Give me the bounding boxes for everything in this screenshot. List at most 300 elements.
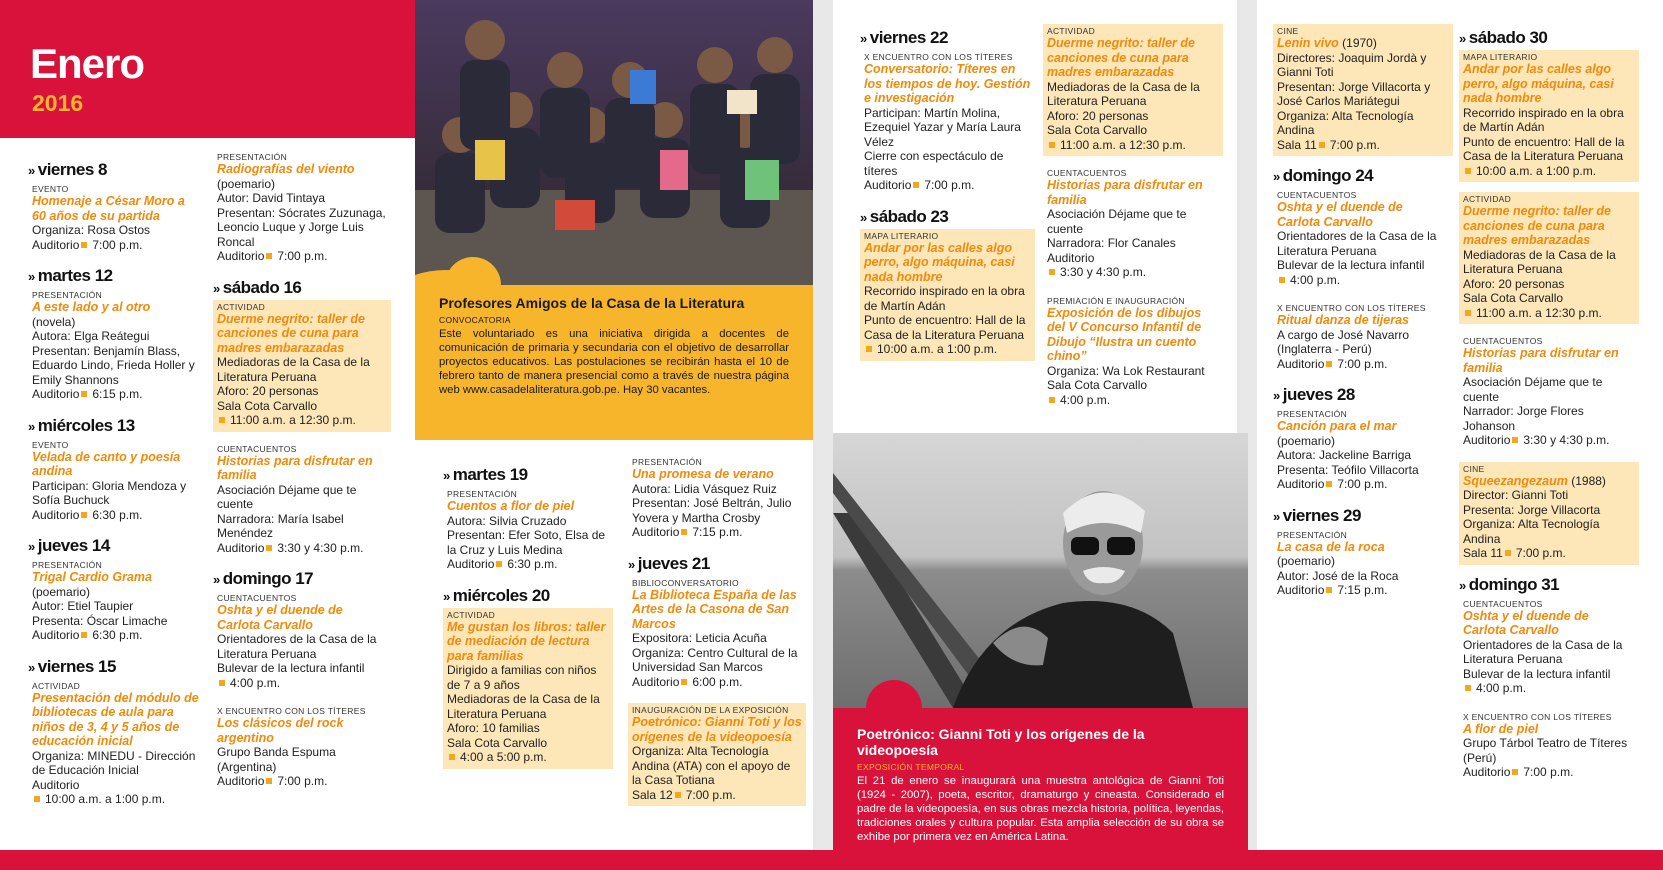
event-time: 11:00 a.m. a 12:30 p.m. [1047, 138, 1186, 152]
event-detail: Presenta: Teófilo Villacorta [1277, 462, 1419, 477]
events-column-7 [1273, 24, 1453, 612]
event-time: 6:15 p.m. [79, 387, 142, 401]
event-item [1043, 166, 1223, 284]
event-detail: Presentan: Efer Soto, Elsa de la Cruz y Luis Medina [447, 528, 606, 557]
event-venue: Auditorio [1463, 433, 1511, 447]
portrait-illustration [833, 433, 1248, 708]
feature-title: Poetrónico: Gianni Toti y los orígenes de la videopoesía [857, 726, 1145, 758]
event-item [28, 558, 203, 647]
event-item [213, 300, 391, 432]
event-item [1273, 301, 1453, 375]
event-title-row [1463, 62, 1635, 106]
events-column-6 [1043, 24, 1223, 421]
event-time: 7:00 p.m. [1324, 357, 1387, 371]
day-label: miércoles 20 [452, 585, 550, 605]
event-title-row [1463, 204, 1635, 248]
event-time: 7:00 p.m. [1510, 765, 1573, 779]
event-item [628, 576, 806, 694]
event-detail: Presenta: Óscar Limache [32, 613, 168, 628]
event-title-row [32, 570, 199, 585]
event-title-row [217, 454, 387, 483]
event-detail: Orientadores de la Casa de la Literatura Peruana [1463, 637, 1623, 666]
event-category: CINE [1463, 463, 1485, 474]
event-item [1273, 188, 1453, 291]
event-venue: Auditorio [864, 178, 912, 192]
event-detail: Mediadoras de la Casa de la Literatura Peruana [1047, 79, 1200, 108]
event-category: PRESENTACIÓN [1277, 529, 1348, 540]
chevron-icon: » [1459, 577, 1466, 593]
event-detail: (poemario) [217, 176, 276, 191]
event-category: ACTIVIDAD [1463, 194, 1512, 204]
event-title-row [32, 300, 199, 315]
event-time: 7:00 p.m. [79, 238, 142, 252]
event-detail: Narradora: Flor Canales [1047, 236, 1176, 250]
day-heading [860, 28, 1035, 48]
event-category: INAUGURACIÓN DE LA EXPOSICIÓN [632, 705, 789, 715]
event-detail: Narradora: María Isabel Menéndez [217, 511, 344, 540]
event-item [628, 703, 806, 806]
event-title-row [217, 716, 387, 745]
event-item [1043, 294, 1223, 412]
year-label: 2016 [32, 90, 84, 116]
event-detail: Recorrido inspirado en la obra de Martín Adán [864, 284, 1025, 313]
event-venue-time [217, 541, 387, 556]
event-venue: Sala 11 [1463, 546, 1503, 560]
event-title: Cuentos a flor de piel [447, 499, 575, 513]
event-time: 7:00 p.m. [673, 788, 736, 802]
event-title: A flor de piel [1463, 721, 1539, 736]
event-item [28, 182, 203, 256]
event-time: 3:30 y 4:30 p.m. [264, 541, 363, 555]
event-detail: Autor: José de la Roca [1277, 568, 1399, 583]
event-venue-time [217, 413, 387, 428]
event-item [28, 288, 203, 406]
event-venue-time [1463, 433, 1635, 448]
event-detail: Aforo: 20 personas [1047, 108, 1149, 123]
event-venue-time [1463, 681, 1635, 696]
event-venue: Auditorio [32, 387, 80, 401]
event-category: ACTIVIDAD [447, 609, 496, 620]
event-title: Andar por las calles algo perro, algo máquina, casi nada hombre [864, 240, 1015, 284]
event-detail: Recorrido inspirado en la obra de Martín Adán [1463, 105, 1624, 134]
event-title: Ritual danza de tijeras [1277, 313, 1409, 327]
event-title-row [1463, 474, 1635, 489]
event-title: Exposición de los dibujos del V Concurso Infantil de Dibujo “Ilustra un cuento chino” [1047, 305, 1202, 363]
event-detail: Organiza: Alta Tecnología Andina (ATA) con el apoyo de la Casa Totiana [632, 744, 791, 787]
event-title: Historias para disfrutar en familia [1463, 346, 1619, 375]
event-category: X ENCUENTRO CON LOS TÍTERES [1277, 303, 1426, 313]
event-venue-time [32, 387, 199, 402]
event-detail: Sala Cota Carvallo [1047, 123, 1148, 137]
event-title: La casa de la roca [1277, 539, 1385, 554]
event-time: 7:00 p.m. [1317, 138, 1380, 152]
event-detail: Orientadores de la Casa de la Literatura Peruana [1277, 229, 1437, 258]
event-venue-time [217, 249, 387, 264]
event-detail: Mediadoras de la Casa de la Literatura Peruana [447, 692, 600, 721]
event-title-row [632, 467, 802, 482]
feature-convocatoria [415, 285, 813, 440]
event-time: 3:30 y 4:30 p.m. [1510, 433, 1609, 447]
event-title: Velada de canto y poesía andina [32, 449, 181, 478]
event-venue: Auditorio [217, 540, 265, 555]
day-label: viernes 15 [37, 656, 116, 676]
event-venue: Auditorio [32, 628, 80, 642]
chevron-icon: » [28, 269, 35, 284]
event-time: 7:00 p.m. [264, 249, 327, 263]
event-item [1043, 24, 1223, 156]
event-detail: Organiza: Centro Cultural de la Universidad San Marcos [632, 645, 798, 674]
event-venue: Auditorio [217, 774, 265, 788]
event-detail: Asociación Déjame que te cuente [1047, 207, 1187, 236]
event-detail: A cargo de José Navarro (Inglaterra - Perú) [1277, 327, 1410, 356]
event-detail: Presentan: Benjamín Blass, Eduardo Lindo, Frieda Holler y Emily Shannons [32, 343, 195, 387]
event-time: 7:15 p.m. [1324, 583, 1387, 597]
event-category: CUENTACUENTOS [217, 593, 297, 603]
event-detail: Expositora: Leticia Acuña [632, 631, 767, 645]
event-time: 10:00 a.m. a 1:00 p.m. [864, 342, 997, 356]
event-item [1459, 50, 1639, 182]
event-title-row [1463, 609, 1635, 638]
event-category: ACTIVIDAD [32, 680, 81, 691]
event-detail: Sala Cota Carvallo [1463, 291, 1564, 305]
event-detail: Organiza: Rosa Ostos [32, 223, 151, 237]
event-venue-time [1047, 138, 1219, 153]
event-title: Conversatorio: Títeres en los tiempos de hoy. Gestión e investigación [864, 62, 1031, 105]
event-item [1459, 710, 1639, 784]
day-heading [443, 465, 613, 485]
event-detail: Cierre con espectáculo de títeres [864, 149, 1004, 178]
event-item [860, 229, 1035, 361]
event-venue: Auditorio [632, 525, 680, 539]
event-venue-time [864, 178, 1031, 193]
event-detail: Director: Gianni Toti [1463, 488, 1569, 502]
chevron-icon: » [28, 539, 35, 554]
event-detail: Autor: David Tintaya [217, 191, 326, 205]
event-title: Squeezangezaum [1463, 473, 1568, 488]
event-time: 7:00 p.m. [1324, 477, 1387, 491]
chevron-icon: » [628, 556, 635, 572]
event-detail: Mediadoras de la Casa de la Literatura Peruana [217, 355, 370, 384]
chevron-icon: » [213, 280, 220, 296]
day-label: miércoles 13 [37, 415, 135, 435]
event-venue-time [632, 675, 802, 690]
chevron-icon: » [1273, 169, 1280, 184]
feature-category: CONVOCATORIA [439, 315, 511, 325]
event-venue-time [1277, 357, 1449, 372]
event-venue-time [32, 792, 199, 807]
event-detail: Autora: Jackeline Barriga [1277, 448, 1412, 462]
event-item [213, 442, 391, 560]
event-time: 4:00 a 5:00 p.m. [447, 750, 547, 764]
event-detail: Sala Cota Carvallo [1047, 378, 1148, 392]
event-category: PRESENTACIÓN [1277, 409, 1348, 419]
day-heading [28, 536, 203, 556]
day-label: martes 12 [37, 266, 113, 285]
event-title: Historias para disfrutar en familia [217, 453, 373, 482]
event-category: MAPA LITERARIO [864, 230, 939, 241]
event-detail: (novela) [32, 314, 76, 329]
event-title-row [32, 450, 199, 479]
group-photo-illustration [415, 0, 813, 285]
event-venue-time [32, 508, 199, 523]
feature-body: El 21 de enero se inaugurará una muestra antológica de Gianni Toti (1924 - 2007), poeta, escritor, dramaturgo y cineasta. Considerado el padre de la videopoesía, en sus obras mezcla historia, política, leyendas, tradiciones orales y cultura popular. Esta amplia selección de su obra se exhibe por primera vez en América Latina. [857, 775, 1224, 843]
day-label: jueves 14 [37, 536, 110, 555]
event-venue: Auditorio [1277, 477, 1325, 491]
day-heading [1273, 166, 1453, 186]
event-detail: Bulevar de la lectura infantil [1463, 666, 1611, 681]
event-venue-time [32, 628, 199, 643]
event-item [443, 487, 613, 576]
event-venue: Auditorio [32, 237, 80, 252]
events-column-8 [1459, 18, 1639, 794]
event-item [213, 704, 391, 793]
event-detail: Orientadores de la Casa de la Literatura Peruana [217, 632, 377, 661]
event-time: 10:00 a.m. a 1:00 p.m. [32, 792, 165, 806]
event-venue-time [217, 676, 387, 691]
event-detail: Organiza: Alta Tecnología Andina [1277, 108, 1414, 137]
event-venue-time [864, 342, 1031, 357]
event-time: 7:00 p.m. [911, 178, 974, 192]
event-category: PRESENTACIÓN [447, 489, 518, 499]
event-title-row [632, 588, 802, 632]
event-detail: Directores: Joaquim Jordà y Gianni Toti [1277, 50, 1427, 79]
event-detail: Aforo: 20 personas [217, 384, 319, 398]
event-venue-time [447, 557, 609, 572]
event-category: CUENTACUENTOS [1047, 168, 1127, 178]
event-venue-time [1463, 765, 1635, 780]
feature-category: EXPOSICIÓN TEMPORAL [857, 762, 965, 772]
event-title: A este lado y al otro [32, 300, 151, 314]
event-detail: Organiza: Alta Tecnología Andina [1463, 517, 1600, 546]
event-time: 6:30 p.m. [79, 628, 142, 642]
event-time: 4:00 p.m. [1277, 273, 1340, 287]
day-heading [1273, 385, 1453, 405]
event-category: BIBLIOCONVERSATORIO [632, 577, 739, 588]
event-time: 6:30 p.m. [494, 557, 557, 571]
day-heading [28, 657, 203, 677]
event-title-row [1463, 722, 1635, 737]
day-label: jueves 21 [637, 553, 710, 573]
event-category: X ENCUENTRO CON LOS TÍTERES [864, 52, 1013, 62]
chevron-icon: » [28, 659, 35, 675]
day-label: martes 19 [452, 465, 528, 484]
event-title: Radiografías del viento [217, 162, 355, 176]
event-item [213, 591, 391, 694]
event-title: Duerme negrito: taller de canciones de cuna para madres embarazadas [1047, 36, 1195, 79]
event-venue: Sala 12 [632, 787, 673, 802]
event-detail: Bulevar de la lectura infantil [217, 661, 365, 675]
day-heading [213, 569, 391, 589]
event-title: Lenin vivo [1277, 36, 1339, 50]
chevron-icon: » [860, 209, 867, 225]
chevron-icon: » [1273, 508, 1280, 524]
event-venue: Auditorio [1277, 583, 1325, 597]
event-category: PRESENTACIÓN [217, 152, 288, 162]
event-item [28, 438, 203, 527]
event-time: 4:00 p.m. [1047, 393, 1110, 407]
event-detail: Organiza: MINEDU - Dirección de Educación Inicial [32, 748, 196, 777]
day-label: domingo 24 [1282, 166, 1374, 185]
event-detail: (poemario) [1277, 554, 1336, 568]
event-detail: Autora: Elga Reátegui [32, 329, 150, 343]
event-title-row [447, 620, 609, 664]
event-title: Oshta y el duende de Carlota Carvallo [1277, 200, 1403, 229]
footer-bar [0, 850, 1663, 870]
event-category: X ENCUENTRO CON LOS TÍTERES [217, 706, 366, 716]
event-item [1459, 462, 1639, 565]
event-detail: Bulevar de la lectura infantil [1277, 258, 1425, 272]
event-detail: Asociación Déjame que te cuente [1463, 375, 1603, 404]
event-venue-time [632, 525, 802, 540]
event-detail: Auditorio [1047, 250, 1095, 265]
event-title-row [217, 312, 387, 356]
event-item [1273, 528, 1453, 602]
event-title-row [864, 241, 1031, 285]
portrait-photo [833, 433, 1248, 708]
event-venue: Sala 11 [1277, 137, 1317, 152]
event-venue: Auditorio [217, 249, 265, 263]
event-category: ACTIVIDAD [1047, 26, 1096, 36]
event-category: X ENCUENTRO CON LOS TÍTERES [1463, 711, 1612, 722]
event-detail: Aforo: 20 personas [1463, 276, 1565, 291]
event-title: Oshta y el duende de Carlota Carvallo [1463, 608, 1589, 637]
event-detail: Presenta: Jorge Villacorta [1463, 502, 1601, 517]
event-time: 4:00 p.m. [217, 676, 280, 690]
day-heading [1273, 506, 1453, 526]
event-venue: Auditorio [1463, 765, 1511, 779]
event-detail: Auditorio [32, 777, 80, 792]
day-label: sábado 30 [1468, 28, 1548, 47]
month-header [0, 0, 415, 138]
chevron-icon: » [1459, 31, 1466, 46]
event-title: Me gustan los libros: taller de mediación de lectura para familias [447, 619, 606, 663]
day-heading [443, 586, 613, 606]
event-time: 7:00 p.m. [1503, 546, 1566, 560]
event-title-row [1047, 178, 1219, 207]
event-title: Trigal Cardio Grama [32, 570, 152, 584]
event-time: 7:00 p.m. [264, 774, 327, 788]
event-item [628, 455, 806, 544]
day-heading [1459, 575, 1639, 595]
event-title-row [447, 499, 609, 514]
day-heading [28, 416, 203, 436]
event-venue: Auditorio [32, 507, 80, 522]
event-detail: Mediadoras de la Casa de la Literatura Peruana [1463, 247, 1616, 276]
month-title: Enero [30, 40, 145, 87]
event-detail: (poemario) [32, 584, 91, 599]
event-venue-time [1047, 265, 1219, 280]
event-detail: Presentan: Sócrates Zuzunaga, Leoncio Luque y Jorge Luis Roncal [217, 205, 386, 249]
events-column-5 [860, 18, 1035, 371]
event-title: Historias para disfrutar en familia [1047, 178, 1203, 207]
event-item [1273, 24, 1453, 156]
event-detail: (poemario) [1277, 433, 1336, 448]
event-venue: Auditorio [1277, 356, 1325, 371]
event-title-row [32, 691, 199, 749]
event-venue-time [1277, 273, 1449, 288]
event-venue-time [1463, 306, 1635, 321]
event-detail: Autora: Lidia Vásquez Ruiz [632, 481, 777, 496]
event-title: Homenaje a César Moro a 60 años de su partida [32, 194, 185, 223]
event-time: 4:00 p.m. [1463, 681, 1526, 695]
event-title: La Biblioteca España de las Artes de la Casona de San Marcos [632, 587, 797, 631]
event-title: Duerme negrito: taller de canciones de cuna para madres embarazadas [1463, 204, 1611, 247]
day-label: domingo 31 [1468, 574, 1560, 594]
event-venue-time [1277, 583, 1449, 598]
event-category: MAPA LITERARIO [1463, 52, 1538, 62]
event-title: Una promesa de verano [632, 467, 774, 481]
event-venue: Auditorio [447, 557, 495, 571]
event-detail: Sala Cota Carvallo [447, 735, 548, 750]
day-label: viernes 29 [1282, 505, 1361, 525]
event-title-row [864, 62, 1031, 106]
event-title-row [1047, 36, 1219, 80]
event-title-row [217, 603, 387, 632]
event-title-row [1277, 419, 1449, 434]
chevron-icon: » [28, 163, 35, 178]
event-category: CUENTACUENTOS [217, 443, 297, 454]
day-heading [213, 278, 391, 298]
event-detail: Asociación Déjame que te cuente [217, 482, 357, 511]
event-title-row [1463, 346, 1635, 375]
event-title: Canción para el mar [1277, 419, 1397, 433]
event-item [1459, 192, 1639, 324]
event-venue-time [1463, 546, 1635, 561]
event-category: EVENTO [32, 439, 69, 450]
events-column-1 [28, 150, 203, 821]
event-item [213, 150, 391, 268]
day-heading [628, 554, 806, 574]
event-category: CUENTACUENTOS [1463, 336, 1543, 346]
event-venue-time [1047, 393, 1219, 408]
chevron-icon: » [443, 468, 450, 483]
event-time: 3:30 y 4:30 p.m. [1047, 265, 1146, 279]
chevron-icon: » [213, 572, 220, 587]
event-year: (1970) [1338, 36, 1377, 50]
event-detail: Participan: Gloria Mendoza y Sofía Buchuck [32, 478, 187, 507]
event-title: Presentación del módulo de bibliotecas de aula para niños de 3, 4 y 5 años de educación inicial [32, 690, 199, 748]
event-detail: Autor: Etiel Taupier [32, 599, 134, 613]
event-venue-time [1277, 138, 1449, 153]
event-venue-time [447, 750, 609, 765]
event-time: 6:30 p.m. [79, 508, 142, 522]
event-detail: Narrador: Jorge Flores Johanson [1463, 404, 1584, 433]
event-category: PRESENTACIÓN [32, 290, 103, 300]
event-category: PRESENTACIÓN [32, 560, 103, 570]
events-column-4 [628, 455, 806, 816]
event-title: Oshta y el duende de Carlota Carvallo [217, 603, 343, 632]
event-detail: Participan: Martín Molina, Ezequiel Yazar y María Laura Vélez [864, 105, 1021, 149]
events-column-3 [443, 455, 613, 779]
event-detail: Dirigido a familias con niños de 7 a 9 años [447, 663, 597, 692]
event-detail: Organiza: Wa Lok Restaurant [1047, 363, 1205, 378]
event-title-row [1277, 540, 1449, 555]
event-venue-time [1463, 164, 1635, 179]
events-column-2 [213, 150, 391, 803]
day-heading [28, 266, 203, 286]
chevron-icon: » [1273, 388, 1280, 403]
event-category: ACTIVIDAD [217, 301, 266, 312]
event-detail: Aforo: 10 familias [447, 721, 540, 735]
event-time: 11:00 a.m. a 12:30 p.m. [217, 413, 356, 427]
event-detail: Presentan: Jorge Villacorta y José Carlos Mariátegui [1277, 79, 1431, 108]
event-title: Duerme negrito: taller de canciones de cuna para madres embarazadas [217, 311, 365, 355]
event-category: CUENTACUENTOS [1277, 190, 1357, 200]
event-category: CUENTACUENTOS [1463, 598, 1543, 609]
event-item [28, 679, 203, 811]
event-item [1459, 597, 1639, 700]
feature-exposicion [833, 708, 1248, 850]
